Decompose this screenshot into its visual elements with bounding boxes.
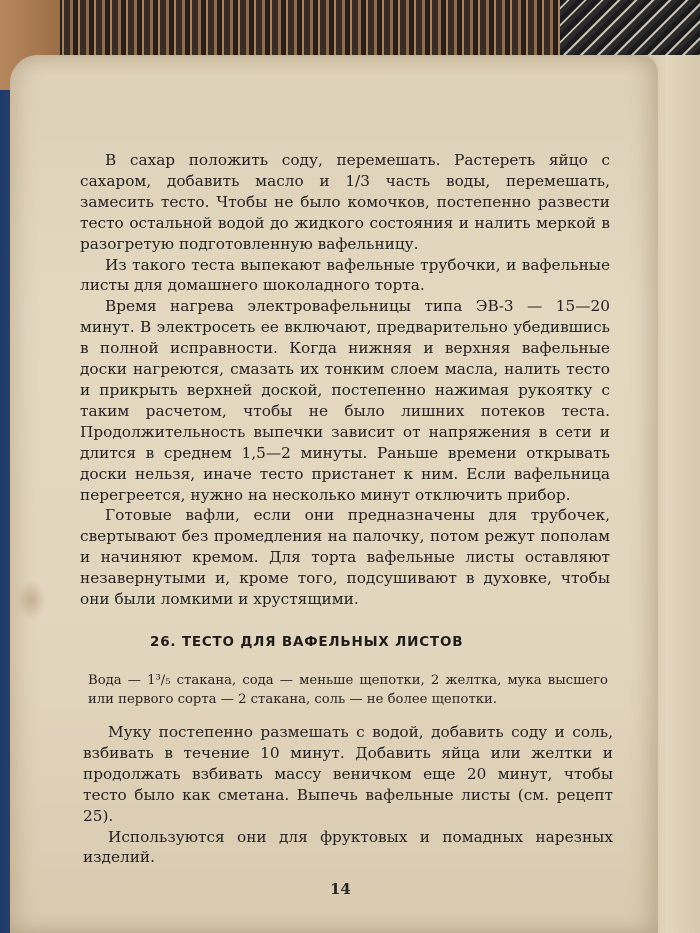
paragraph: В сахар положить соду, перемешать. Растереть яйцо с сахаром, добавить масло и 1/3 часть воды, перемешать, замесить тесто. Чтобы не было комочков, постепенно развести тесто остальной водой до жидкого состояния и налить меркой в разогретую подготовленную вафельницу. [80,151,610,253]
recipe-text-top [80,150,610,610]
ingredients-list: Вода — 1³/₅ стакана, сода — меньше щепотки, 2 желтка, мука высшего или первого сорта — 2 стакана, соль — не более щепотки. [88,673,608,707]
paragraph: Из такого теста выпекают вафельные трубочки, и вафельные листы для домашнего шоколадного торта. [80,255,610,295]
paragraph: Время нагрева электровафельницы типа ЭВ-3 — 15—20 минут. В электросеть ее включают, предварительно убедившись в полной исправности. Когда нижняя и верхняя вафельные доски нагреются, смазать их тонким слоем масла, налить тесто и прикрыть верхней доской, постепенно нажимая рукоятку с таким расчетом, чтобы не было лишних потеков теста. Продолжительность выпечки зависит от напряжения в сети и длится в среднем 1,5—2 минуты. Раньше времени открывать доски нельзя, иначе тесто пристанет к ним. Если вафельница перегреется, нужно на несколько минут отключить прибор. [80,297,610,504]
page-stain [16,580,46,620]
paragraph: Готовые вафли, если они предназначены для трубочек, свертывают без промедления на палочку, потом режут пополам и начиняют кремом. Для торта вафельные листы оставляют незавернутыми и, кроме того, подсушивают в духовке, чтобы они были ломкими и хрустящими. [80,506,610,609]
page-number: 14 [330,880,351,898]
section-title: 26. ТЕСТО ДЛЯ ВАФЕЛЬНЫХ ЛИСТОВ [150,634,464,650]
recipe-text-bottom [83,722,613,868]
paragraph: Муку постепенно размешать с водой, добавить соду и соль, взбивать в течение 10 минут. Добавить яйца или желтки и продолжать взбивать массу веничком еще 20 минут, чтобы тесто было как сметана. Выпечь вафельные листы (см. рецепт 25). [83,723,613,825]
paragraph: Используются они для фруктовых и помадных нарезных изделий. [83,827,613,867]
